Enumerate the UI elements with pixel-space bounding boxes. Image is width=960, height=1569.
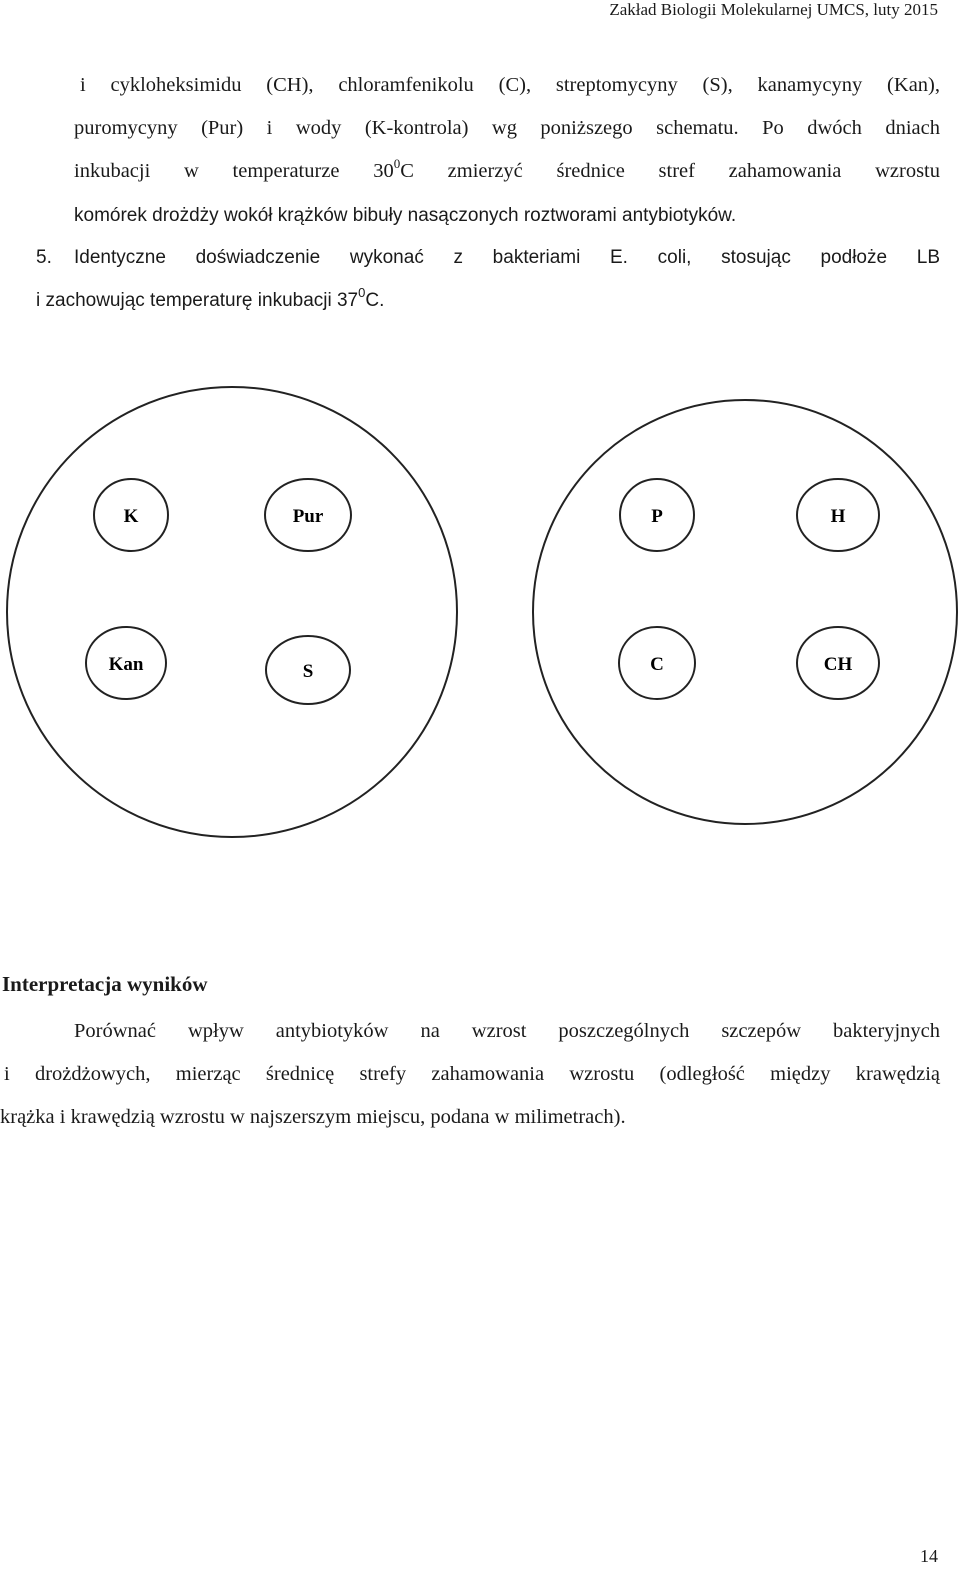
petri-dish-bacteria — [533, 400, 957, 824]
step-5-line-2 — [36, 279, 940, 323]
intro-line-3-text-b: C zmierzyć średnice stref zahamowania wzrostu — [400, 160, 941, 182]
step-5-line-1: Identyczne doświadczenie wykonać z bakteriami E. coli, stosując podłoże LB — [74, 247, 940, 268]
intro-paragraph — [74, 64, 940, 237]
results-heading: Interpretacja wyników — [2, 972, 208, 996]
intro-line-2: puromycyny (Pur) i wody (K-kontrola) wg poniższego schematu. Po dwóch dniach — [74, 117, 940, 139]
step-5-line-2-a: i zachowując temperaturę inkubacji 37 — [36, 290, 359, 311]
intro-line-4: komórek drożdży wokół krążków bibuły nasączonych roztworami antybiotyków. — [74, 205, 737, 226]
page-number: 14 — [920, 1546, 938, 1566]
disc-label: S — [302, 661, 314, 682]
disc-Pur — [265, 479, 351, 551]
results-line-2: i drożdżowych, mierząc średnicę strefy zahamowania wzrostu (odległość między krawędzią — [4, 1063, 940, 1085]
petri-dish-circle-left — [7, 387, 457, 837]
intro-line-3 — [74, 150, 940, 194]
results-paragraph — [0, 1010, 940, 1139]
disc-P — [620, 479, 694, 551]
petri-dish-circle-right — [533, 400, 957, 824]
intro-line-3-text-a: inkubacji w temperaturze 30 — [74, 160, 394, 182]
intro-line-1: i cykloheksimidu (CH), chloramfenikolu (C), streptomycyny (S), kanamycyny (Kan), — [80, 74, 940, 96]
disc-S — [266, 636, 350, 704]
disc-CH — [797, 627, 879, 699]
disc-label: H — [830, 506, 846, 527]
disc-label: Kan — [108, 654, 144, 675]
degree-superscript: 0 — [393, 156, 401, 171]
disc-label: K — [123, 506, 139, 527]
results-line-3: krążka i krawędzią wzrostu w najszerszym miejscu, podana w milimetrach). — [0, 1106, 626, 1128]
page-header: Zakład Biologii Molekularnej UMCS, luty 2015 — [609, 0, 938, 19]
step-5-line-2-text — [36, 279, 940, 323]
step-5-line-2-b: C. — [365, 290, 385, 311]
disc-label: C — [650, 654, 664, 675]
disc-label: P — [651, 506, 663, 527]
disc-C — [619, 627, 695, 699]
disc-H — [797, 479, 879, 551]
petri-dish-diagram — [0, 340, 960, 900]
step-5-paragraph: 5. Identyczne doświadczenie wykonać z bakteriami E. coli, stosując podłoże LB — [36, 247, 940, 268]
petri-dish-yeast — [7, 387, 457, 837]
results-line-1: Porównać wpływ antybiotyków na wzrost poszczególnych szczepów bakteryjnych — [74, 1020, 940, 1042]
disc-K — [94, 479, 168, 551]
disc-label: Pur — [292, 506, 324, 527]
disc-label: CH — [823, 654, 853, 675]
degree-superscript-2: 0 — [358, 285, 366, 300]
disc-Kan — [86, 627, 166, 699]
